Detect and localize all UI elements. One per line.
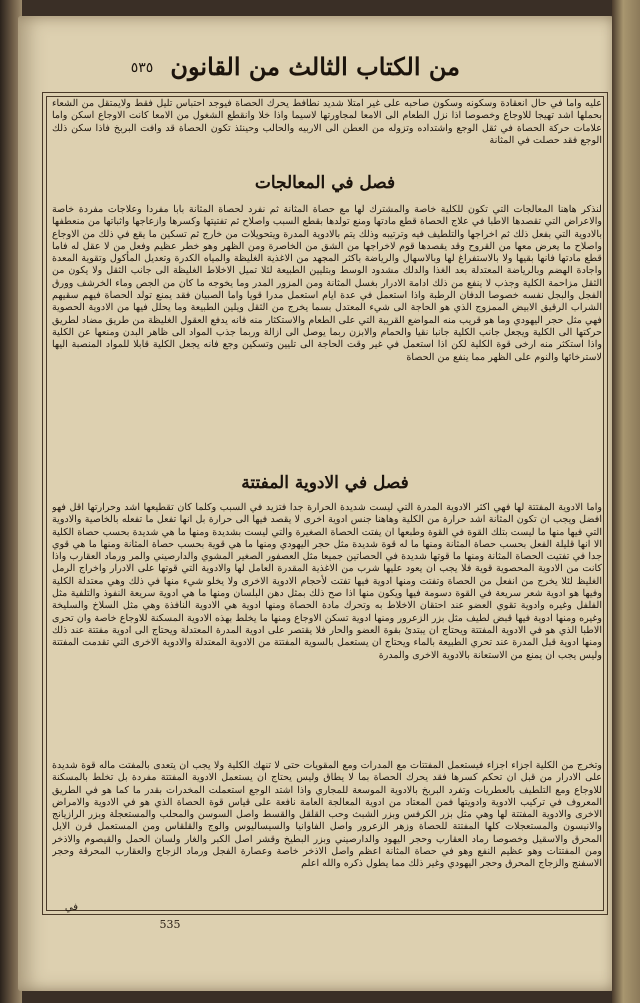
section-heading-treatments: فصل في المعالجات <box>254 173 396 193</box>
page-number-bottom: 535 <box>159 918 181 931</box>
treatments-paragraph: لنذكر هاهنا المعالجات التي تكون للكلية خاصة والمشترك لها مع حصاة المثانة ثم نفرد لحصاة المثانة بابا مفردا وعلاجات مفردة خاصة والاعراض التي تقصدها الاطبا في علاج الحصاة قطع مادتها ومنع تولدها بقطع السبب واصلاح ثم تفتيتها وكسرها وازعاجها واثباتها من منعطفها بالادوية التي بفعل ذلك ثم اخراجها والتلطيف فيه وترتيبه وذلك يتم بالادوية المدرة ويتحويلات من خارج ثم تسكين ما يقع في ذلك من الاوجاع واصلاح ما يعرض معها من القروح وقد يقصدها قوم لاخراجها من الشق من الخاصرة ومن الظهر وهو خطر عظيم وفعل من لا عقل له فاما قطع مادتها فانها بقيها ولا بالاستفراغ لها وبالاسهال والرياضة باكثر المجهد من الاغذية الغليظة والمياه الكدرة وتعديل المأكول وتقوية المعدة واجادة الهضم وبالرياضة المعتدلة بعد الغذا والدلك مشدود الوسط وبتليين الطبيعة لئلا تميل الاخلاط الغليظة الى جانب الثقل ولا يكون من الثقل مزاحمة الكلية وجذب لا ينفع من ذلك ادامة الادرار بغسل المثانة ومن المزور المدر وما يخوجه ما كان من الجص وماء الخرشف وورق الفجل والبجل نفسه خصوصا الدفان الرطبة واذا استعمل في عدة ايام استعمل مدرا قويا واما الصبيان فقد يمنع تولد الحصاة فيهم سقيهم الشراب الرقيق الابيض الممزوج الذي هو الحاجة الى شيء المعتدل بسما يخرج من الثقل ويلين الطبيعة وما يحلل فيها من الادوية الحصوية فهي مثل حجر اليهودي وما هو قريب منه المواضع القريبة التي على الطعام والاستكثار منه فانه يدفع العقول الغليظة من طريق مضاد لطريق حركتها الى الكلية ويجعل جانب الكلية جانبا نقيا والحمام والابزن ربما يوصل الى ازالة وربما جذب المواد الى ظاهر البدن ومنعها عن الكلية واذا استكثر منه ارخى قوة الكلية لكن اذا استعمل في غير وقت الحاجة الى تليين وتسكين وجع فانه يجعل الكلية قابلا للمواد المنصبة اليها لاسترخائها والنوم على الظهر مما ينفع من الحصاة <box>52 204 602 363</box>
running-head: من الكتاب الثالث من القانون <box>170 52 460 81</box>
dissolving-drugs-paragraph-continued: وتخرج من الكلية اجزاء اجزاء فيستعمل المفتتات مع المدرات ومع المقويات حتى لا تنهك الكلية ولا يجب ان يتعدى بالمفتت ماله قوة شديدة على الادرار من قبل ان تحكم كسرها فقد يحرك الحصاة بما لا يطاق وليس يحتاج ان يستعمل الادوية المفتتة مفردة بل تخلط بالمسكنة للاوجاع ومع التلطيف بالعطريات وتفرد البربخ بالادوية الموسعة للمجاري واذا اشتد الوجع استعملت المخدرات بقدر ما كما هو في الطريق المعروف في تركيب الادوية وادويتها فمن المعتاد من ادوية المعالجة العامة نافعة على قياس قوة الحصاة الذي هو في الادوية والامراض الاخرى والادوية المفتتة لها وهي مثل بزر الكرفس وبزر الشبث وحب القلقل والقسط واصل السوسن والمحلب والمستعجلة وبزر الرازيانج والانيسون والمستعجلات كلها المفتتة للحصاة وزهر الزعرور واصل الفاوانيا والسيساليوس والوج والقلقاس ومن المستعمل قرن الايل المحرق والاسقيل وخصوصا رماد العقارب وحجر اليهود والدارصيني وبزر البطيخ وقشر اصل الكبر والغار ولسان الحمل والقيصوم والاذخر ومن المفتتات وهو عظيم النفع وهو في حصاة المثانة اعظم واصل الاذخر خاصة وعصارة الفجل ورماد الزجاج والعقارب المحرقة وحجر الاسفنج والزجاج المحرق وحجر اليهودي وغير ذلك مما يطول ذكره والله اعلم <box>52 760 602 870</box>
dissolving-drugs-paragraph: واما الادوية المفتتة لها فهي اكثر الادوية المدرة التي ليست شديدة الحرارة جدا فتزيد في السبب وكلما كان تقطيعها اشد وحرارتها اقل فهو افضل ويجب ان تكون المثانة اشد حرارة من الكلية وهاهنا جنس ادوية اخرى لا يقصد فيها الى حرارة بل انها تفعل ما تفعله بالخاصية والادوية التي فيها منها ما ليست بتلك القوة في القوة وطبعها ان يفتت الحصاة الصغيرة والتي ليست بشديدة ومنها ما هي شديدة بحسب حصاة الكلية الا انها قليلة الفعل بحسب حصاة المثانة ومنها ما له قوة شديدة مثل حجر اليهودي ومنها ما هي قوية بحسب حصاة المثانة ومنها ما هي قوي جدا في تفتيت الحصاة المثانة ومنها ما قوتها شديدة في الحصاتين جميعا مثل العصفور الصغير المشوي والدارصيني والمر ورماد العقارب واذا كانت من الادوية المحصوية قوية فلا يجب ان يعود عليها شرب من الاغذية المقدرة العامل لها والادوية التي قوتها على الادرار واخراج الرمل الغليظ لئلا يخرج من انفعل من الحصاة وتفتت ومنها ادوية فيها تفتت لأحجام الادوية الاخرى ولا يخلو شيء منها في ذلك وهي معتدلة الكلية وفيها هو ادوية شعر سريعة في القوة دسومة فيها ويكون منها اذا صح ذلك بمثل دهن البلسان ومنها ما هي ادوية سريعة النفوذ والتلفية مثل الفلفل وغيره وادوية تقوي العضو عند احتقان الاخلاط به وتحرك مادة الحصاة ومنها ادوية هي الادوية النافذة وهي مثل السلاخ والسليخة وغيره ومنها ادوية فيها قبض لطيف مثل بزر الزعرور ومنها ادوية تسكن الاوجاع ومنها ما يخلط بهذه الادوية المسكنة للاوجاع خاصة وان تحرى الاطبا الذي هو في الادوية المفتتة ويحتاج ان يبتدئ بقوة العضو والحار فلا يقتصر على ادوية المدرة المعتدلة ويحتاج الى ادوية مفتتة عند ذلك ومنها ادوية قبل المدرة عند تحري الطبيعة بالماء ويحتاج ان يستعمل بالسوية المفتتة من الادوية المعتدلة والادوية الاخرى التي تقدمت المفتتة وليس يجب ان يمنع من الاستعانة بالادوية الاخرى والمدرة <box>52 502 602 661</box>
page-number-top: ٥٣٥ <box>130 60 154 76</box>
book-page-edge-right <box>612 0 640 1003</box>
intro-paragraph: عليه واما في حال انعقادة وسكونه وسكون صاحبه على غير امتلا شديد نطافط يحرك الحصاة فيوجد احتباس تليل فقط ولايمتقل من الشعاء بحملها اشد تهيجا للاوجاع وخصوصا اذا نزل الطعام الى الامعا لمجاورتها لاسيما واذا خلا وانقطع الشغول من الامعا كانت الاوجاع اسكن واما علامات حركة الحصاة في ثقل الوجع واشتداده وتزوله من العطن الى الاربيه والحالب وحينئذ تكون الحصاة قد وافت البربخ فاذا سكن ذلك الوجع فقد حصلت في المثانة <box>52 98 602 146</box>
catchword: في <box>64 902 78 913</box>
edge-text-fragment <box>616 60 638 960</box>
section-heading-dissolving-drugs: فصل في الادوية المفتتة <box>241 473 409 493</box>
